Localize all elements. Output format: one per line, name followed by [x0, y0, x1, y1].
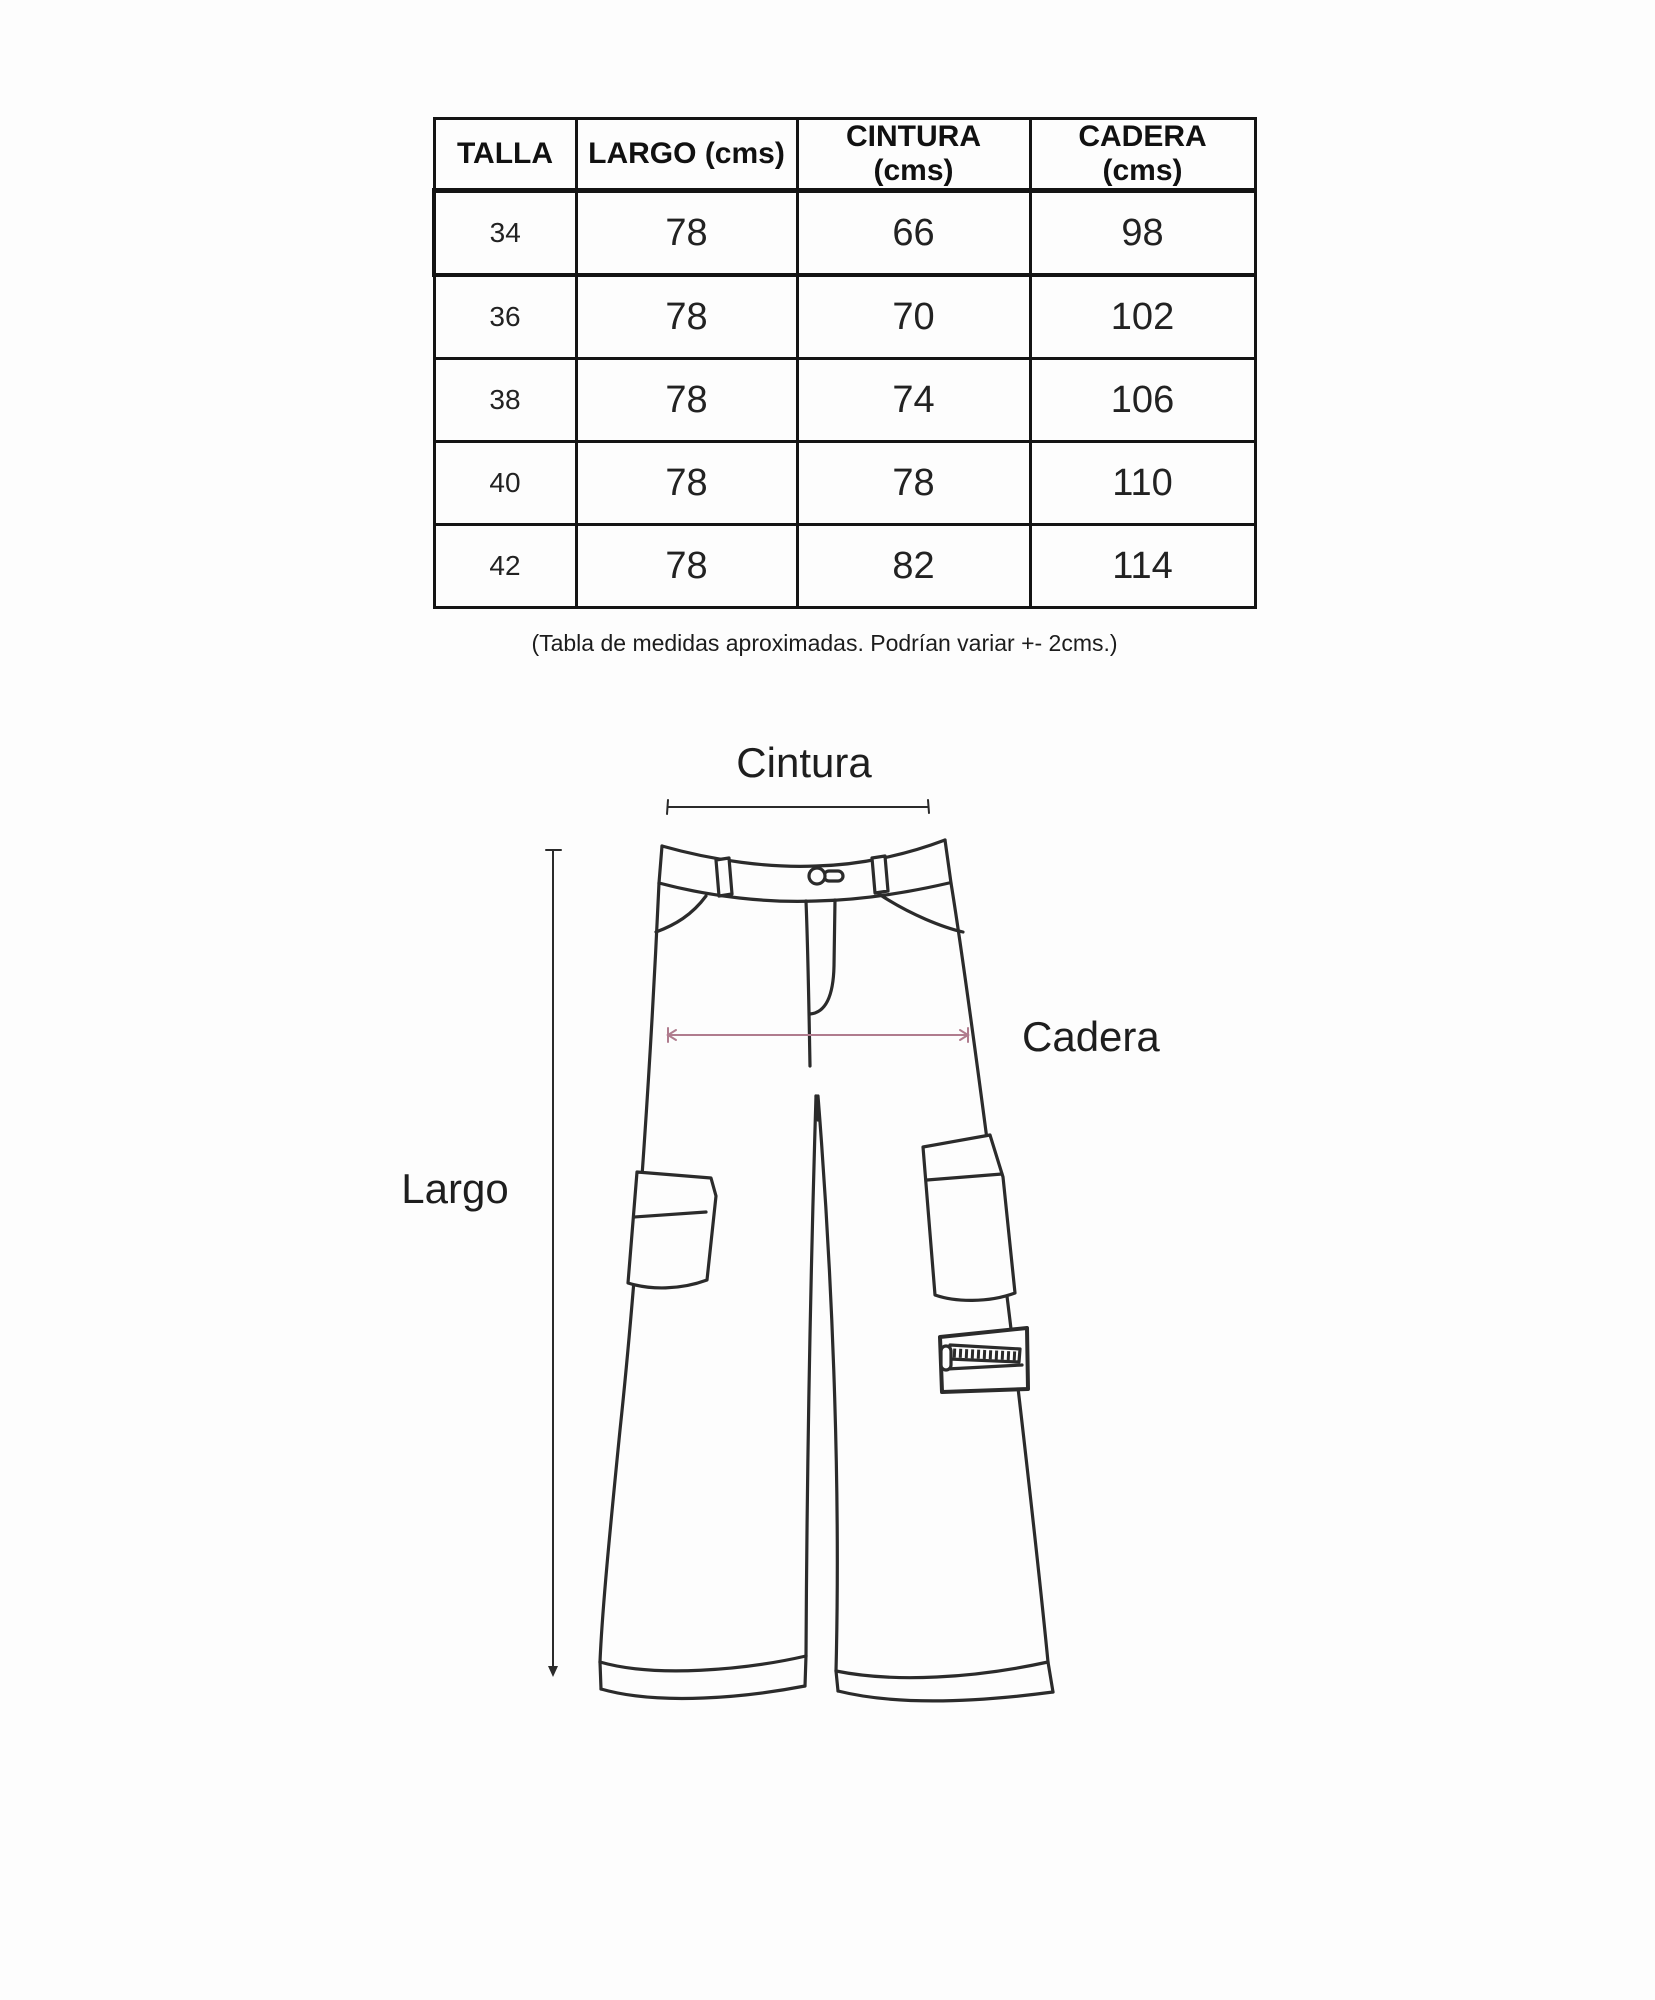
size-cell: 42: [434, 525, 576, 608]
zipper-pull: [941, 1346, 951, 1370]
waist-button: [809, 868, 843, 884]
size-cell: 66: [797, 191, 1030, 276]
size-cell: 102: [1030, 275, 1255, 359]
cintura-label: Cintura: [736, 739, 872, 786]
belt-loop-right: [872, 856, 888, 893]
size-cell: 78: [576, 191, 797, 276]
size-cell: 36: [434, 275, 576, 359]
largo-measure-line: [546, 850, 561, 1677]
cargo-pocket-right: [923, 1135, 1015, 1300]
size-cell: 78: [797, 442, 1030, 525]
column-header-talla: TALLA: [434, 119, 576, 191]
cadera-measure-line: [668, 1028, 968, 1042]
waistband: [659, 840, 951, 901]
size-cell: 78: [576, 359, 797, 442]
cargo-pocket-left: [628, 1172, 716, 1288]
belt-loop-left: [716, 858, 732, 896]
size-cell: 78: [576, 442, 797, 525]
size-cell: 98: [1030, 191, 1255, 276]
size-cell: 106: [1030, 359, 1255, 442]
table-caption: (Tabla de medidas aproximadas. Podrían variar +- 2cms.): [531, 630, 1118, 656]
zipper-pocket: [940, 1328, 1028, 1392]
size-cell: 78: [576, 525, 797, 608]
size-cell: 70: [797, 275, 1030, 359]
largo-label: Largo: [401, 1165, 509, 1212]
column-header-cintura: CINTURA (cms): [797, 119, 1030, 191]
fly: [806, 900, 835, 1120]
hem-left: [600, 1656, 806, 1698]
column-header-cadera: CADERA (cms): [1030, 119, 1255, 191]
hip-pocket-right: [879, 894, 963, 932]
size-cell: 74: [797, 359, 1030, 442]
cintura-measure-line: [667, 800, 929, 814]
size-cell: 78: [576, 275, 797, 359]
size-cell: 34: [434, 191, 576, 276]
size-cell: 114: [1030, 525, 1255, 608]
hem-right: [836, 1662, 1053, 1701]
column-header-largo: LARGO (cms): [576, 119, 797, 191]
size-cell: 40: [434, 442, 576, 525]
size-cell: 82: [797, 525, 1030, 608]
hip-pocket-left: [656, 896, 706, 932]
cadera-label: Cadera: [1022, 1013, 1160, 1060]
size-cell: 110: [1030, 442, 1255, 525]
size-cell: 38: [434, 359, 576, 442]
